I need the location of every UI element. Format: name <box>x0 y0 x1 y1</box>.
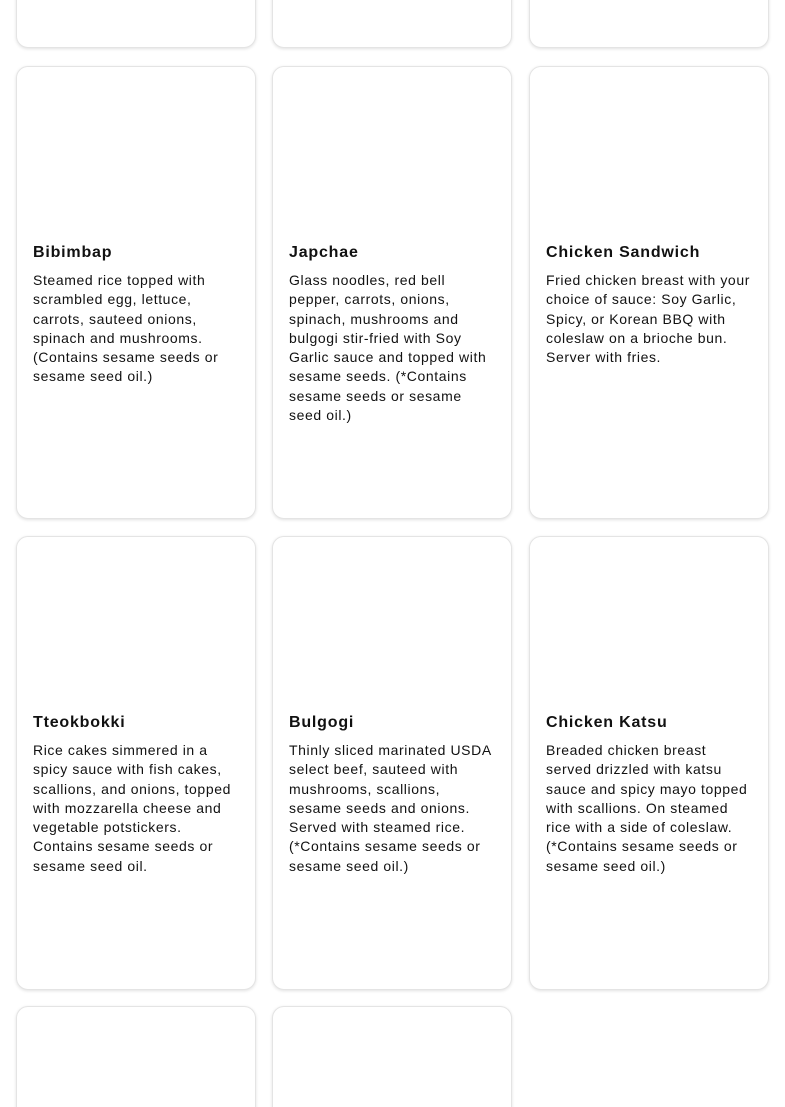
menu-item-image <box>530 537 768 697</box>
menu-item-image <box>17 67 255 227</box>
menu-item-card[interactable] <box>16 0 256 48</box>
menu-item-description: Fried chicken breast with your choice of sauce: Soy Garlic, Spicy, or Korean BBQ with coleslaw on a brioche bun. Server with fries. <box>546 272 750 366</box>
menu-item-card[interactable] <box>16 1006 256 1107</box>
menu-item-description: Glass noodles, red bell pepper, carrots, onions, spinach, mushrooms and bulgogi stir-fried with Soy Garlic sauce and topped with sesame seeds. (*Contains sesame seeds or sesame seed oil.) <box>289 272 487 424</box>
menu-item-name: Bulgogi <box>289 714 355 731</box>
menu-item-image <box>273 67 511 227</box>
menu-item-name: Tteokbokki <box>33 714 126 731</box>
menu-item-card[interactable] <box>272 1006 512 1107</box>
menu-item-description: Rice cakes simmered in a spicy sauce with fish cakes, scallions, and onions, topped with mozzarella cheese and vegetable potstickers. Contains sesame seeds or sesame seed oil. <box>33 742 231 874</box>
menu-item-image <box>530 67 768 227</box>
menu-item-name: Chicken Sandwich <box>546 244 701 261</box>
menu-item-description: Breaded chicken breast served drizzled with katsu sauce and spicy mayo topped with scallions. On steamed rice with a side of coleslaw. (*Contains sesame seeds or sesame seed oil.) <box>546 742 748 874</box>
menu-item-card[interactable] <box>529 0 769 48</box>
menu-item-description: Thinly sliced marinated USDA select beef, sauteed with mushrooms, scallions, sesame seeds and onions. Served with steamed rice. (*Contains sesame seeds or sesame seed oil.) <box>289 742 491 874</box>
menu-item-card-bibimbap[interactable] <box>16 66 256 519</box>
menu-item-card-tteokbokki[interactable] <box>16 536 256 990</box>
menu-item-name: Bibimbap <box>33 244 113 261</box>
menu-item-description: Steamed rice topped with scrambled egg, lettuce, carrots, sauteed onions, spinach and mushrooms. (Contains sesame seeds or sesame seed oil.) <box>33 272 219 385</box>
menu-item-card-chicken-katsu[interactable] <box>529 536 769 990</box>
menu-item-card[interactable] <box>272 0 512 48</box>
menu-item-card-bulgogi[interactable] <box>272 536 512 990</box>
menu-item-name: Chicken Katsu <box>546 714 668 731</box>
menu-item-name: Japchae <box>289 244 359 261</box>
menu-item-image <box>273 537 511 697</box>
menu-item-card-japchae[interactable] <box>272 66 512 519</box>
menu-item-image <box>17 537 255 697</box>
menu-item-card-chicken-sandwich[interactable] <box>529 66 769 519</box>
